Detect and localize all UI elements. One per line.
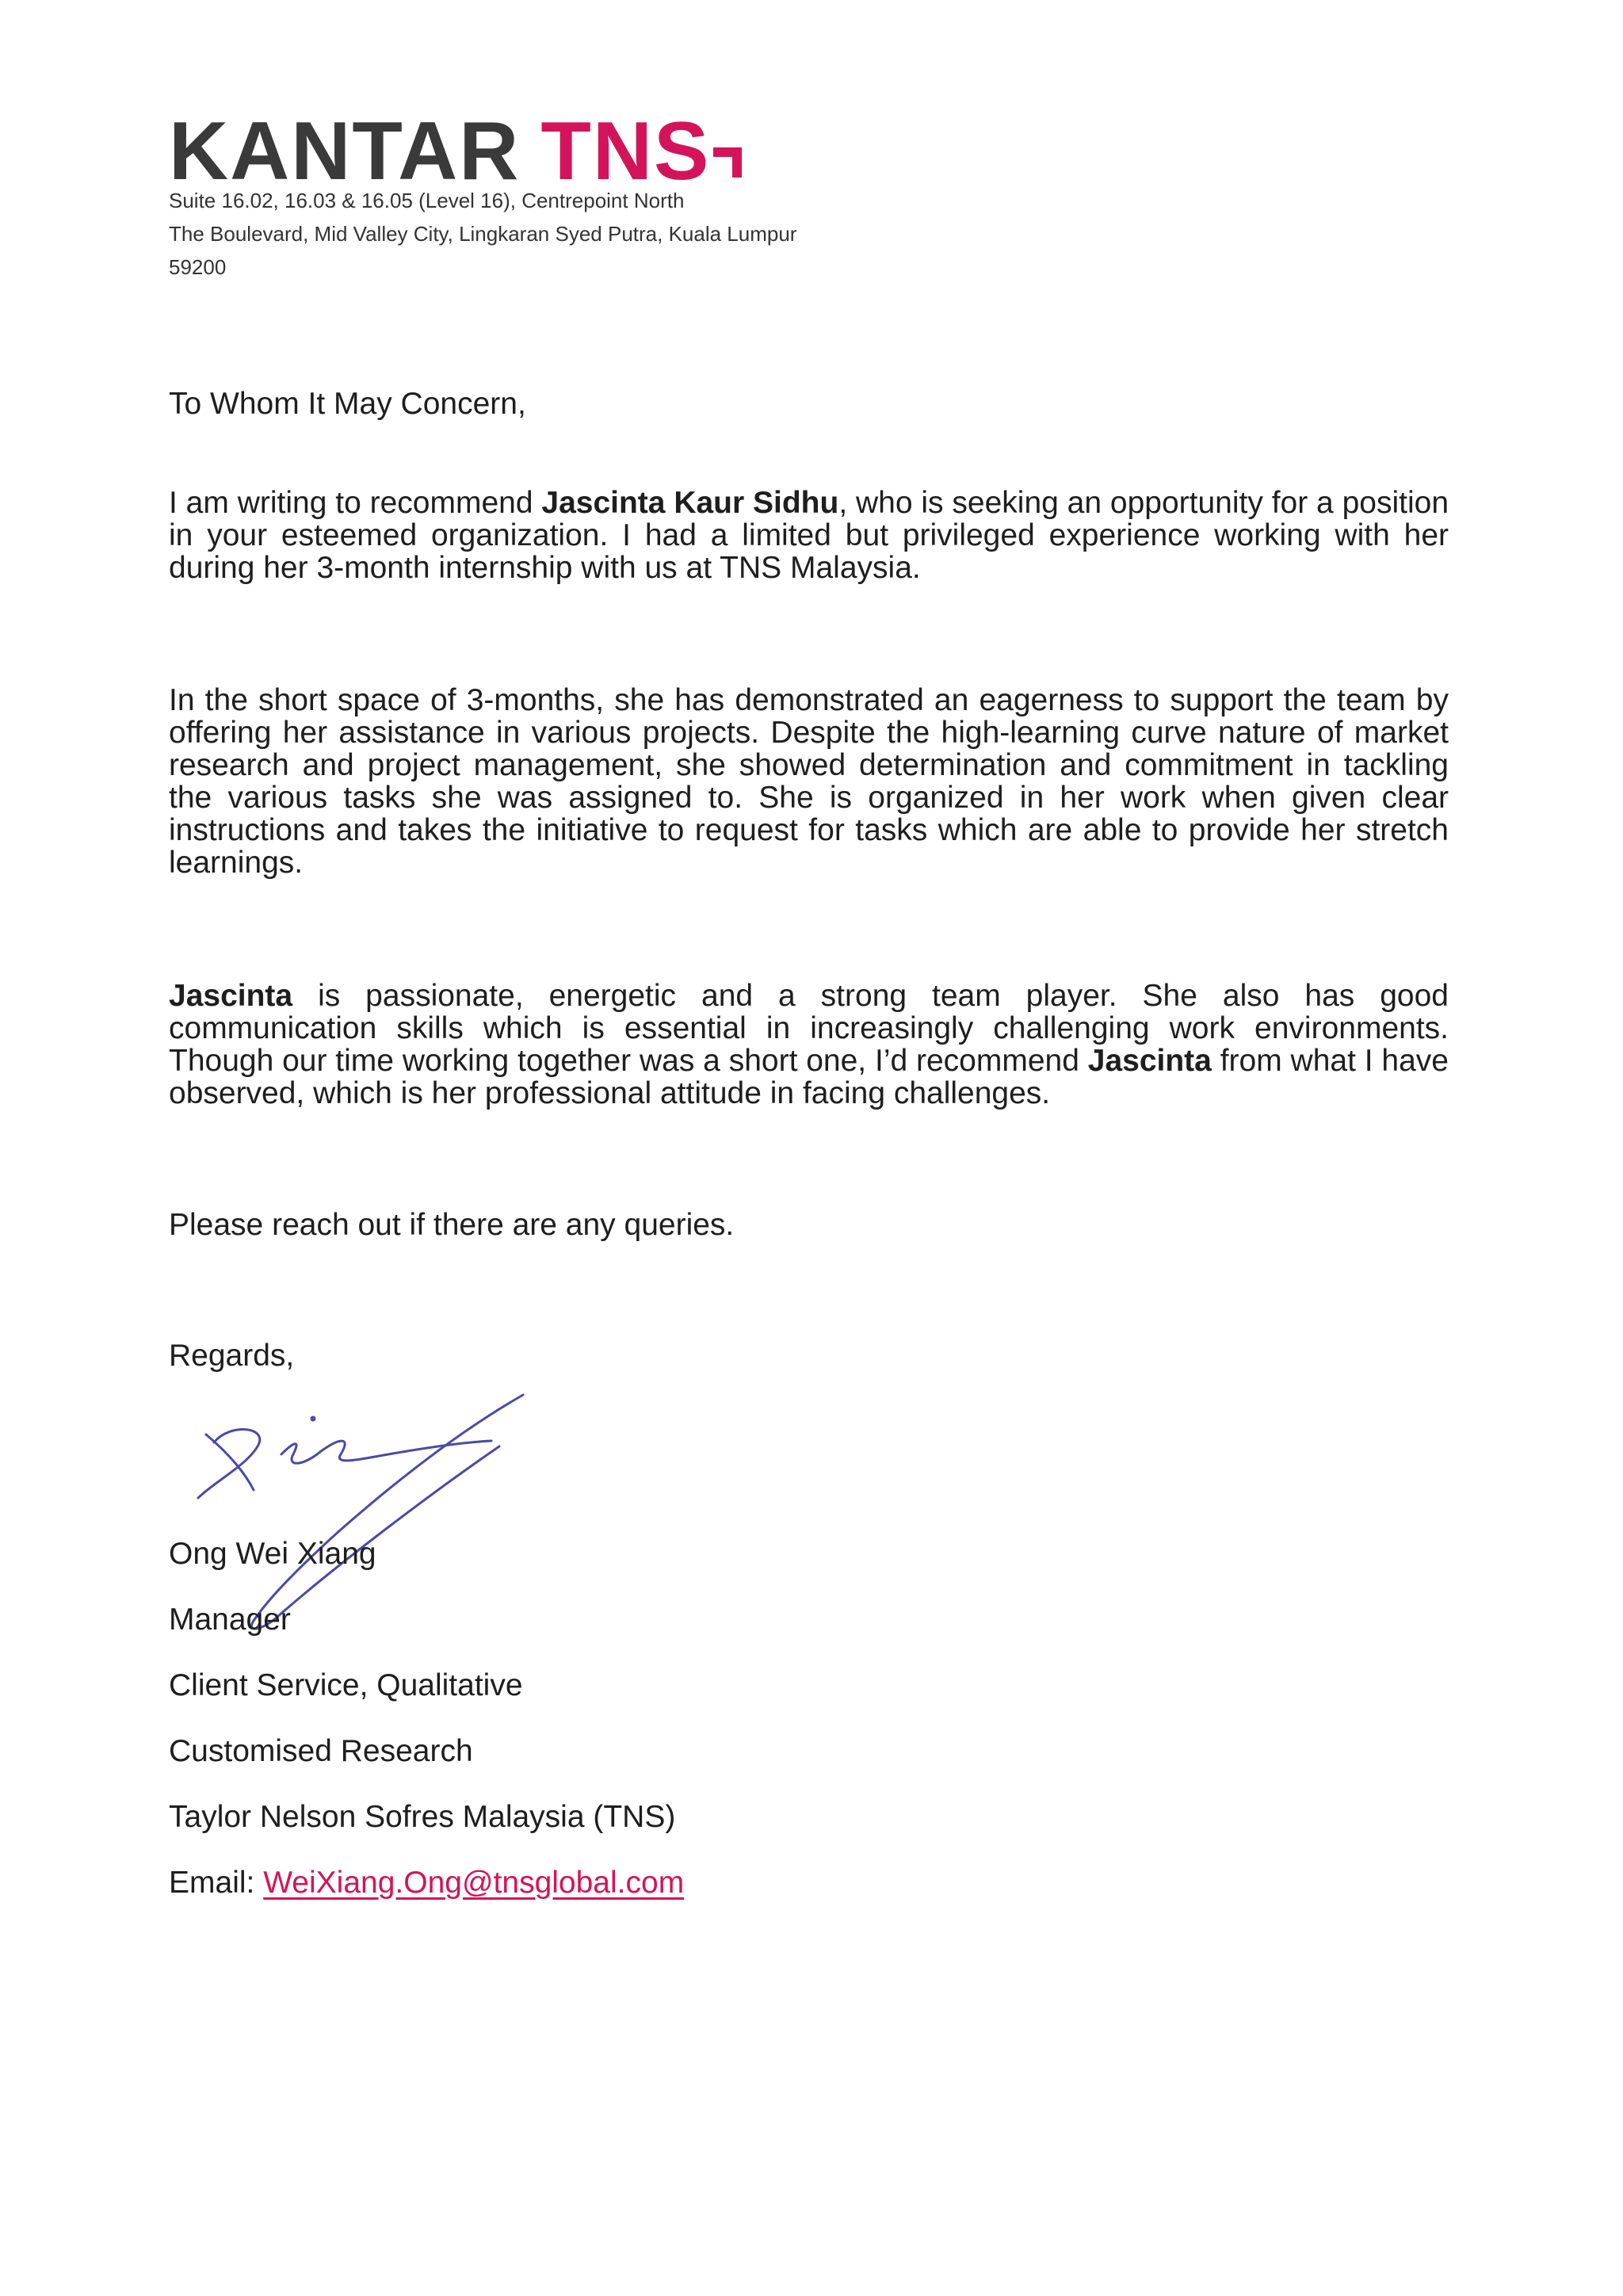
email-link[interactable]: WeiXiang.Ong@tnsglobal.com <box>263 1866 685 1900</box>
salutation: To Whom It May Concern, <box>169 387 526 421</box>
candidate-name: Jascinta <box>1087 1044 1212 1078</box>
para3-text-start: is passionate, energetic and a strong team player. She also has good communication skills which is essential in increasingly challenging work environments. Though our time working together was a short one, I’d recommend <box>169 979 1449 1078</box>
para3-text-end: from what I have observed, which is her professional attitude in facing challenges. <box>169 1044 1449 1110</box>
candidate-full-name: Jascinta Kaur Sidhu <box>541 486 839 520</box>
para1-text-end: , who is seeking an opportunity for a position in your esteemed organization. I had a limited but privileged experience working with her during her 3-month internship with us at TNS Malaysia. <box>169 486 1449 585</box>
signatory-block <box>169 1536 684 1931</box>
kantar-tns-logo <box>169 105 745 197</box>
letterhead-address <box>169 184 796 284</box>
logo-kantar-text: KANTAR <box>169 105 521 197</box>
candidate-name: Jascinta <box>169 979 293 1013</box>
signatory-company: Taylor Nelson Sofres Malaysia (TNS) <box>169 1800 676 1834</box>
para1-text-start: I am writing to recommend <box>169 486 542 520</box>
paragraph-performance: In the short space of 3-months, she has demonstrated an eagerness to support the team by offering her assistance in various projects. Despite the high-learning curve nature of market research and project management, she showed determination and commitment in tackling the various tasks she was assigned to. She is organized in her work when given clear instructions and takes the initiative to request for tasks which are able to provide her stretch learnings. <box>169 683 1449 880</box>
address-line: The Boulevard, Mid Valley City, Lingkaran Syed Putra, Kuala Lumpur <box>169 222 797 246</box>
paragraph-qualities <box>169 980 1449 1110</box>
address-line: 59200 <box>169 255 227 279</box>
closing-line: Please reach out if there are any queries. <box>169 1208 735 1242</box>
signatory-division: Customised Research <box>169 1734 473 1768</box>
paragraph-introduction <box>169 487 1449 584</box>
signatory-title: Manager <box>169 1603 291 1637</box>
signatory-name: Ong Wei Xiang <box>169 1537 376 1571</box>
logo-tns-text: TNS <box>540 105 711 197</box>
regards-line: Regards, <box>169 1339 295 1373</box>
email-label: Email: <box>169 1866 264 1900</box>
signatory-department: Client Service, Qualitative <box>169 1668 523 1702</box>
signatory-email-row <box>169 1865 684 1931</box>
logo-corner-mark-icon <box>713 147 745 179</box>
address-line: Suite 16.02, 16.03 & 16.05 (Level 16), Centrepoint North <box>169 189 685 212</box>
